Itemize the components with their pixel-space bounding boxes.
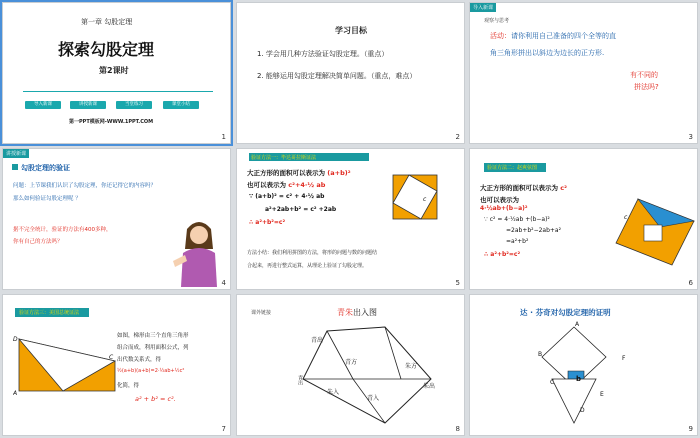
svg-text:C: C <box>109 354 114 361</box>
section-tag: 讲授新课 <box>3 149 29 158</box>
slide-number: 8 <box>455 425 460 433</box>
formula: ½(a+b)(a+b)=2·½ab+½c² <box>117 368 185 374</box>
method-title: 验证方法三：美国总统证法 <box>19 310 80 316</box>
question-text-2: 那么如何验证勾股定理呢 ？ <box>13 196 81 202</box>
svg-text:A: A <box>13 390 18 397</box>
divider <box>23 91 213 92</box>
summary-1: 方法小结：我们利用拼图的方法，将形的问题与数的问题结 <box>247 250 378 256</box>
region-label: 朱出 <box>423 383 436 390</box>
line-2: 也可以表示为 <box>247 181 286 189</box>
section-tag: 课外链接 <box>251 310 272 316</box>
line-1: 大正方形的面积可以表示为 <box>247 169 325 177</box>
slide-title: 达 · 芬奇对勾股定理的证明 <box>520 308 611 317</box>
equation-3: ∴ a²+b²=c² <box>249 219 286 226</box>
lesson-label: 第2课时 <box>99 66 129 75</box>
value-2: 4·½ab+(b−a)² <box>480 205 528 212</box>
point-label: D <box>580 407 585 414</box>
trapezoid-diagram <box>13 335 117 397</box>
slide-number: 4 <box>221 279 226 287</box>
equation-1: ∵ (a+b)² = c² + 4·½ ab <box>249 193 325 200</box>
method-title: 验证方法一：毕达哥拉斯证法 <box>251 155 317 161</box>
diagram-title: 出入图 <box>353 308 377 317</box>
svg-text:c: c <box>624 214 628 221</box>
slide-number: 9 <box>688 425 693 433</box>
svg-text:b: b <box>576 375 582 383</box>
equation-3: =a²+b² <box>506 238 529 245</box>
equation-1: ∵ c² = 4·½ab +(b−a)² <box>484 216 550 223</box>
note-text-2: 你有自己的方法吗？ <box>13 239 63 245</box>
note-text: 据不完全统计，验证的方法有400多种， <box>13 227 112 233</box>
teacher-illustration <box>171 215 227 287</box>
svg-text:D: D <box>13 336 18 343</box>
slide-thumbnail-9[interactable] <box>469 294 698 436</box>
point-label: A <box>575 321 580 328</box>
da-vinci-diagram <box>534 321 634 431</box>
question-1: 有不同的 <box>630 71 658 79</box>
section-title: 勾股定理的验证 <box>21 164 70 172</box>
title-highlight: 青朱 <box>337 308 353 317</box>
slide-number: 6 <box>688 279 693 287</box>
desc-2: 组合而成，利用面积公式，列 <box>117 345 189 351</box>
slide-heading: 学习目标 <box>335 26 367 35</box>
slide-thumbnail-3[interactable] <box>469 2 698 144</box>
equation-2: a²+2ab+b² = c² +2ab <box>265 206 337 213</box>
desc-3: 出代数关系式，得 <box>117 357 162 363</box>
subtitle: 观察与思考 <box>484 18 510 24</box>
region-label: 青方 <box>345 359 358 366</box>
point-label: E <box>600 391 604 398</box>
step-pill: 导入新课 <box>25 101 61 109</box>
question-2: 拼法吗? <box>634 83 659 91</box>
region-label: 青入 <box>367 395 380 402</box>
slide-number: 1 <box>221 133 226 141</box>
slide-thumbnail-7[interactable] <box>2 294 231 436</box>
slide-thumbnail-4[interactable] <box>2 148 231 290</box>
value-2: c²+4·½ ab <box>288 181 326 189</box>
desc-1: 如图，梯形由三个直角三角形 <box>117 333 189 339</box>
slide-thumbnail-2[interactable] <box>236 2 465 144</box>
value-1: (a+b)² <box>327 169 351 177</box>
step-pill: 讲授新课 <box>70 101 106 109</box>
bullet-icon <box>12 164 18 170</box>
activity-label: 活动： <box>490 32 511 40</box>
point-label: B <box>538 351 543 358</box>
region-label: 青出 <box>297 375 303 385</box>
slide-number: 7 <box>221 425 226 433</box>
zhao-shuang-diagram <box>610 197 696 267</box>
equation-2: =2ab+b²−2ab+a² <box>506 227 562 234</box>
svg-text:c: c <box>423 196 427 203</box>
slide-thumbnail-1[interactable] <box>2 2 231 144</box>
point-label: C <box>550 379 555 386</box>
value-1: c² <box>560 184 567 192</box>
slide-number: 2 <box>455 133 460 141</box>
line-1: 大正方形的面积可以表示为 <box>480 184 558 192</box>
section-tag: 导入新课 <box>470 3 496 12</box>
activity-text-2: 角三角形拼出以斜边为边长的正方形. <box>490 49 605 57</box>
slide-thumbnail-8[interactable] <box>236 294 465 436</box>
equation-4: ∴ a²+b²=c² <box>484 251 521 258</box>
region-label: 朱入 <box>327 389 340 396</box>
footer-text: 第一PPT模板网-WWW.1PPT.COM <box>69 119 154 125</box>
slide-title: 探索勾股定理 <box>58 40 155 59</box>
line-2: 也可以表示为 <box>480 196 519 204</box>
step-pill: 当堂练习 <box>116 101 152 109</box>
activity-text: 请你利用自己准备的四个全等的直 <box>511 32 616 40</box>
goal-2: 2. 能够运用勾股定理解决简单问题。（重点，难点） <box>257 72 417 80</box>
desc-5: 化简，得 <box>117 383 140 389</box>
chapter-title: 第一章 勾股定理 <box>81 18 133 26</box>
slide-thumbnail-6[interactable] <box>469 148 698 290</box>
method-title: 验证方法二：赵爽弦图 <box>487 165 538 171</box>
region-label: 朱方 <box>405 363 418 370</box>
goal-1: 1. 学会用几种方法验证勾股定理。（重点） <box>257 50 389 58</box>
slide-thumbnail-5[interactable] <box>236 148 465 290</box>
summary-2: 合起来，再进行整式运算，从理论上验证了勾股定理。 <box>247 263 368 269</box>
region-label: 青出 <box>311 337 324 344</box>
slide-number: 3 <box>688 133 693 141</box>
question-text: 问题：上节课我们认识了勾股定理，你还记得它的内容吗？ <box>13 183 157 189</box>
point-label: F <box>622 355 626 362</box>
step-pill: 课堂小结 <box>163 101 199 109</box>
slide-number: 5 <box>455 279 460 287</box>
result: a² + b² = c². <box>135 395 176 403</box>
pythagoras-diagram <box>389 171 441 223</box>
